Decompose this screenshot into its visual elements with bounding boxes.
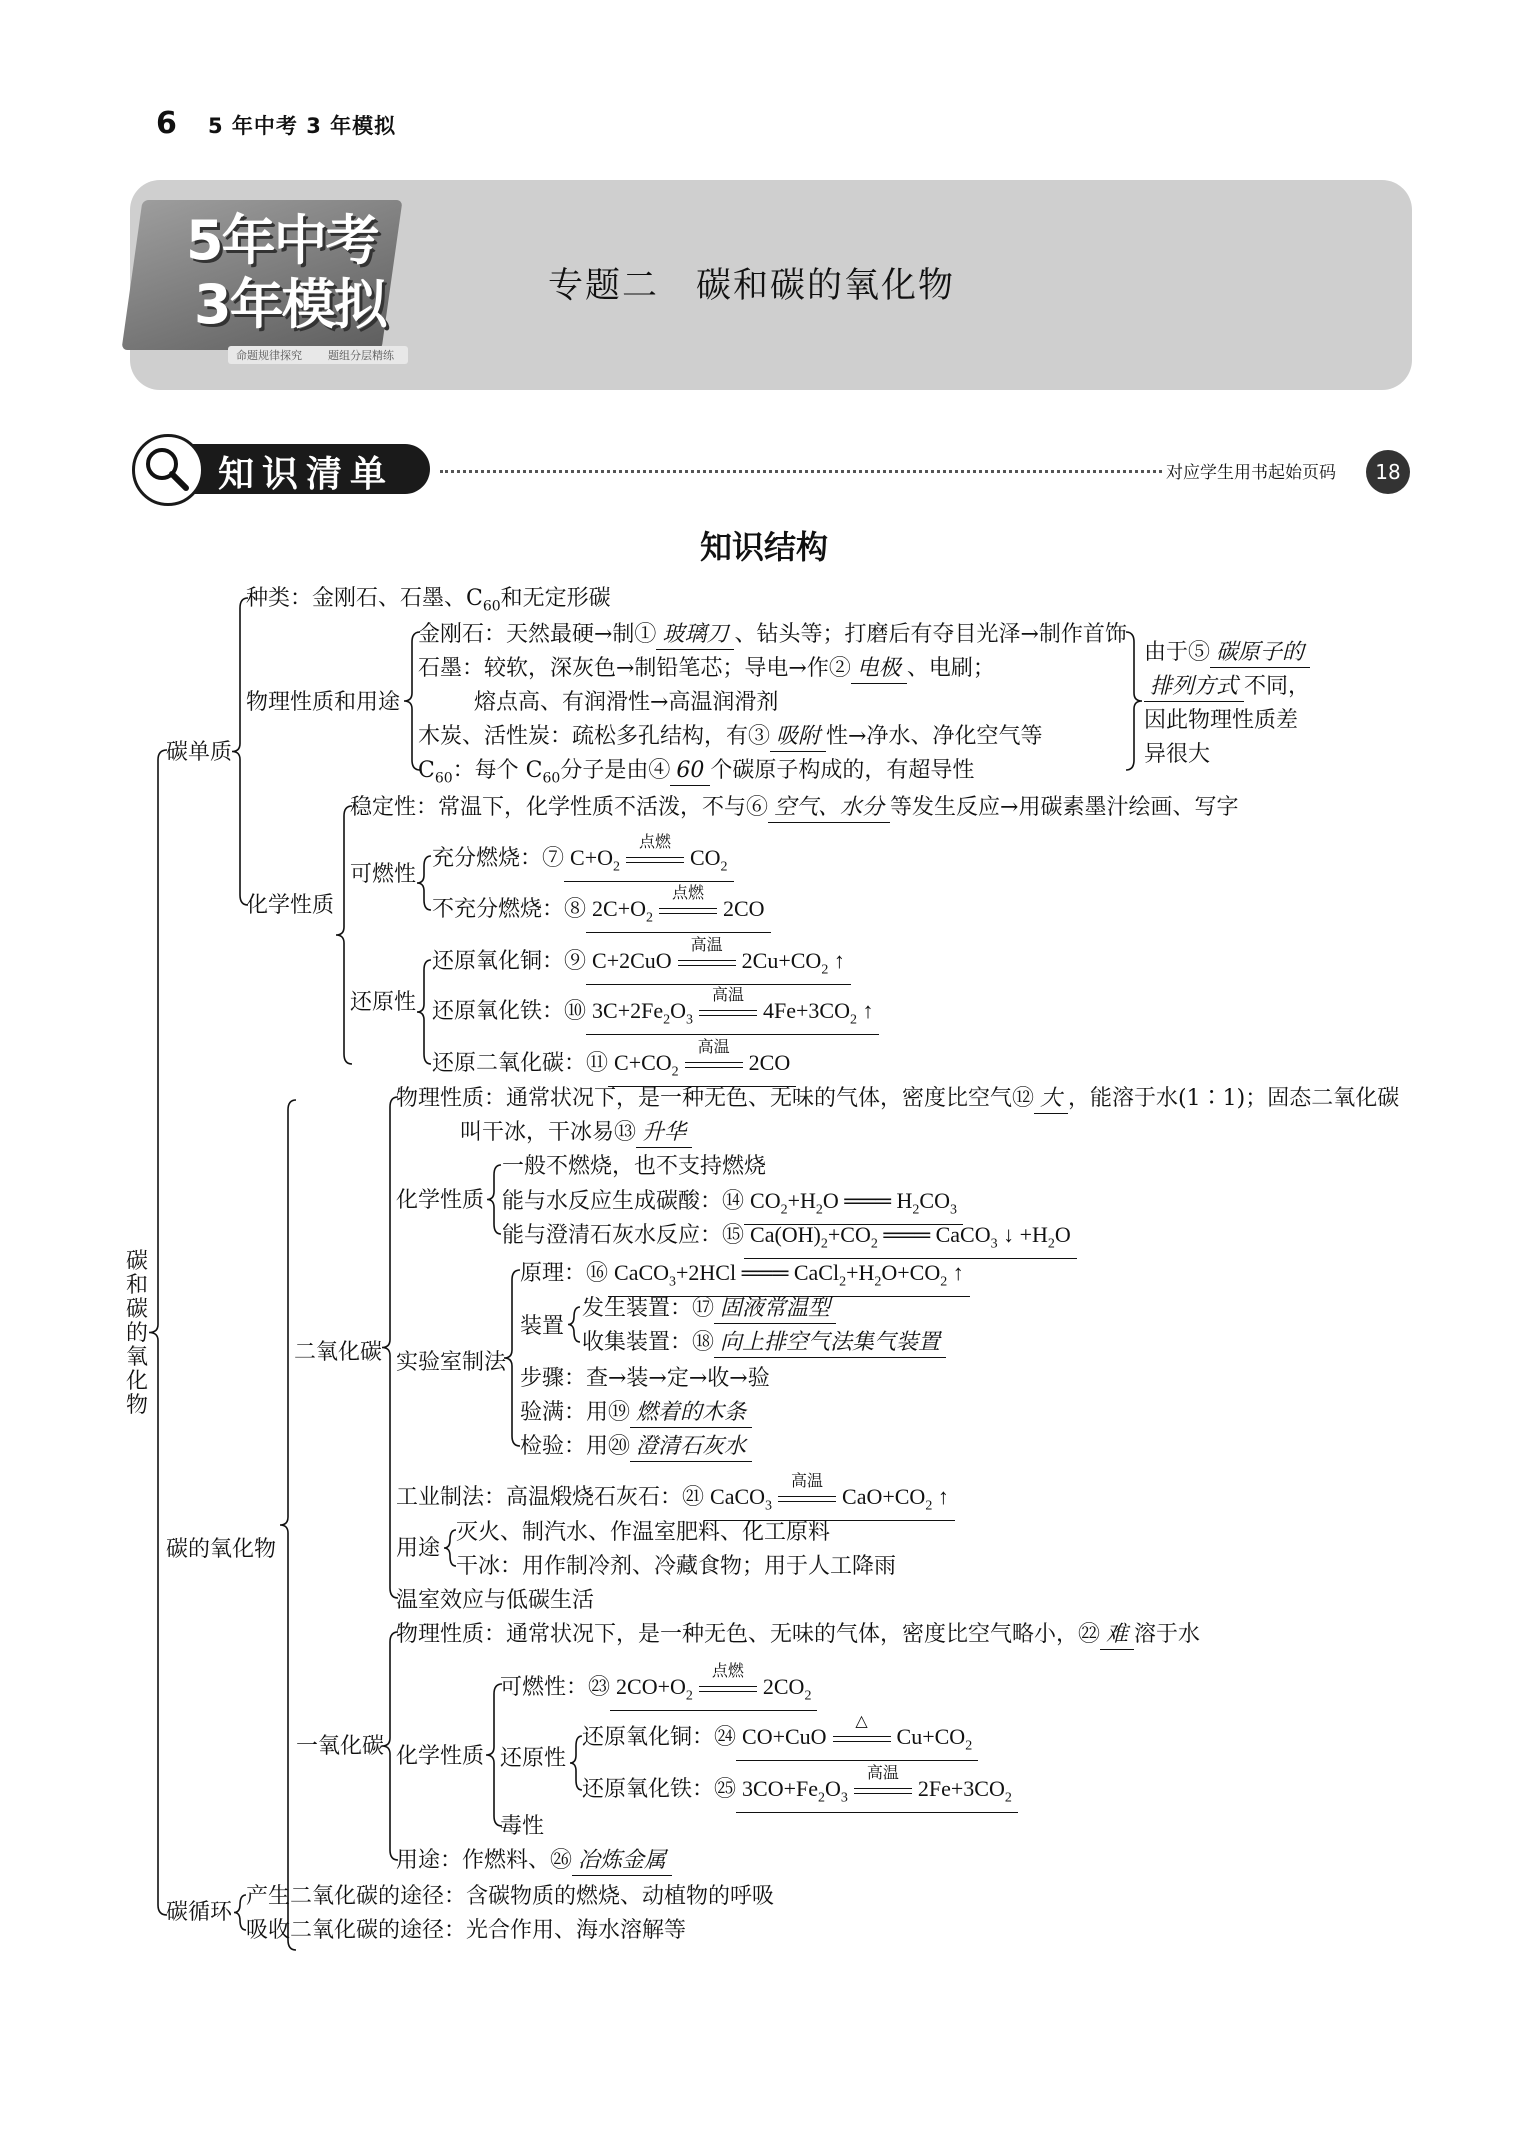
topic-title: 专题二 碳和碳的氧化物 — [548, 266, 956, 306]
node-device: 装置 — [520, 1314, 565, 1339]
answer-5a: 碳原子的 — [1210, 640, 1310, 668]
answer-8: $2C+O_2$ 点燃 2CO — [586, 896, 771, 933]
answer-7: $C+O_2$ 点燃 $CO_2$ — [564, 845, 734, 882]
answer-15: $Ca(OH)_2+CO_2$ ═══ CaCO$_3$ ↓ $+H_2O$ — [744, 1222, 1077, 1259]
row-co-flam — [500, 1662, 817, 1711]
answer-10: $3C+2Fe_2O_3$ 高温 $4Fe+3CO_2$ ↑ — [586, 998, 879, 1035]
row-test — [520, 1434, 752, 1462]
row-co-use — [396, 1848, 672, 1876]
co2-chem2-label: 能与水反应生成碳酸：⑭ — [502, 1189, 745, 1214]
answer-25: $3CO+Fe_2O_3$ 高温 $2Fe+3CO_2$ — [736, 1776, 1018, 1813]
node-co2-chem: 化学性质 — [396, 1188, 485, 1213]
node-lab: 实验室制法 — [396, 1350, 507, 1375]
graphite-b: 、电刷； — [906, 656, 995, 681]
row-partial-burn — [432, 884, 771, 933]
c60-c: 分子是由④ — [560, 758, 671, 783]
row-red-cuo — [432, 936, 851, 985]
note-line1 — [1144, 640, 1310, 668]
stable-a: 稳定性：常温下，化学性质不活泼，不与⑥ — [350, 795, 769, 820]
co-phys-b: 溶于水 — [1134, 1622, 1201, 1647]
root-label — [126, 1250, 150, 1418]
kinds-text: 种类：金刚石、石墨、C — [246, 586, 483, 611]
row-steps: 步骤：查→装→定→收→验 — [520, 1366, 770, 1391]
co2-phys-a: 物理性质：通常状况下，是一种无色、无味的气体，密度比空气⑫ — [396, 1086, 1035, 1111]
col-label: 收集装置：⑱ — [582, 1330, 715, 1355]
answer-3: 吸附 — [770, 724, 826, 752]
row-co-red-cuo — [582, 1712, 978, 1761]
partial-burn-label: 不充分燃烧：⑧ — [432, 897, 587, 922]
row-co2-phys — [396, 1086, 1399, 1114]
c60-sub2: 60 — [542, 770, 561, 787]
answer-19: 燃着的木条 — [630, 1400, 752, 1428]
node-reducing: 还原性 — [350, 990, 417, 1015]
diagram-title: 知识结构 — [700, 528, 829, 566]
answer-22: 难 — [1100, 1622, 1134, 1650]
co-red-cuo-label: 还原氧化铜：㉔ — [582, 1725, 737, 1750]
note-line2 — [1144, 674, 1310, 702]
industry-label: 工业制法：高温煅烧石灰石：㉑ — [396, 1485, 705, 1510]
gen-label: 发生装置：⑰ — [582, 1296, 715, 1321]
answer-26: 冶炼金属 — [572, 1848, 672, 1876]
row-c60 — [418, 758, 974, 791]
answer-17: 固液常温型 — [714, 1296, 836, 1324]
section-ref-page: 18 — [1366, 450, 1410, 494]
red-co2-label: 还原二氧化碳：⑪ — [432, 1051, 609, 1076]
stable-b: 等发生反应→用碳素墨汁绘画、写字 — [890, 795, 1239, 820]
node-use: 用途 — [396, 1536, 441, 1561]
node-carbon-oxides: 碳的氧化物 — [166, 1537, 277, 1562]
kinds-tail: 和无定形碳 — [500, 586, 611, 611]
co-red-fe-label: 还原氧化铁：㉕ — [582, 1777, 737, 1802]
co-use-label: 用途：作燃料、㉖ — [396, 1848, 573, 1873]
diamond-b: 、钻头等；打磨后有夺目光泽→制作首饰 — [734, 622, 1127, 647]
note-line4: 异很大 — [1144, 742, 1211, 767]
row-stable — [350, 795, 1238, 823]
row-co2-chem2 — [502, 1188, 963, 1225]
kinds-sub: 60 — [482, 598, 501, 615]
page-number: 6 — [156, 106, 177, 141]
book-title: 5 年中考 3 年模拟 — [208, 114, 397, 138]
root-label-text: 碳 和 碳 的 氧 化 物 — [126, 1249, 149, 1418]
answer-1: 玻璃刀 — [656, 622, 734, 650]
note-line3: 因此物理性质差 — [1144, 708, 1299, 733]
row-charcoal — [418, 724, 1042, 752]
answer-23: $2CO+O_2$ 点燃 $2CO_2$ — [610, 1674, 817, 1711]
answer-21: CaCO$_3$ 高温 $CaO+CO_2$ ↑ — [704, 1484, 955, 1521]
node-cycle: 碳循环 — [166, 1900, 233, 1925]
row-use2: 干冰：用作制冷剂、冷藏食物；用于人工降雨 — [456, 1554, 897, 1579]
section-ref-text: 对应学生用书起始页码 — [1166, 463, 1336, 483]
node-kinds — [246, 586, 611, 619]
row-use1: 灭火、制汽水、作温室肥料、化工原料 — [456, 1520, 831, 1545]
test-label: 检验：用⑳ — [520, 1434, 631, 1459]
logo-tag1: 命题规律探究 — [236, 349, 302, 362]
c60-d: 个碳原子构成的，有超导性 — [710, 758, 975, 783]
answer-14: $CO_2+H_2O$ ═══ $H_2CO_3$ — [744, 1188, 963, 1225]
row-co2-chem3 — [502, 1222, 1077, 1259]
row-diamond — [418, 622, 1127, 650]
answer-5b: 排列方式 — [1144, 674, 1244, 702]
node-co-chem: 化学性质 — [396, 1744, 485, 1769]
row-red-fe2o3 — [432, 986, 879, 1035]
node-phys-use: 物理性质和用途 — [246, 690, 401, 715]
answer-4: 60 — [670, 758, 710, 786]
answer-20: 澄清石灰水 — [630, 1434, 752, 1462]
row-co-phys — [396, 1622, 1200, 1650]
c60-sub: 60 — [434, 770, 453, 787]
charcoal-b: 性→净水、净化空气等 — [826, 724, 1043, 749]
row-col — [582, 1330, 946, 1358]
row-cycle1: 产生二氧化碳的途径：含碳物质的燃烧、动植物的呼吸 — [246, 1884, 775, 1909]
node-carbon-simple: 碳单质 — [166, 740, 233, 765]
red-fe2o3-label: 还原氧化铁：⑩ — [432, 999, 587, 1024]
co-flam-label: 可燃性：㉓ — [500, 1675, 611, 1700]
full-label: 验满：用⑲ — [520, 1400, 631, 1425]
charcoal-a: 木炭、活性炭：疏松多孔结构，有③ — [418, 724, 771, 749]
answer-11: $C+CO_2$ 高温 2CO — [608, 1050, 796, 1087]
row-red-co2 — [432, 1038, 796, 1087]
row-graphite — [418, 656, 995, 684]
full-burn-label: 充分燃烧：⑦ — [432, 846, 565, 871]
c60-a: C — [418, 758, 435, 783]
logo-line1: 5年中考 — [186, 209, 378, 272]
row-full — [520, 1400, 752, 1428]
row-principle — [520, 1260, 970, 1297]
row-co2-chem1: 一般不燃烧，也不支持燃烧 — [502, 1154, 767, 1179]
row-gen — [582, 1296, 836, 1324]
answer-16: CaCO$_3$+2HCl ═══ $CaCl_2+H_2O+CO_2$ ↑ — [608, 1260, 970, 1297]
node-chem: 化学性质 — [246, 893, 335, 918]
answer-6: 空气、水分 — [768, 795, 890, 823]
row-industry — [396, 1472, 955, 1521]
node-flammable: 可燃性 — [350, 862, 417, 887]
c60-b: ：每个 C — [452, 758, 543, 783]
co2-phys-c: 叫干冰，干冰易⑬ — [460, 1120, 637, 1145]
node-co: 一氧化碳 — [296, 1734, 385, 1759]
note-b: 不同， — [1244, 674, 1311, 699]
row-toxic: 毒性 — [500, 1814, 545, 1839]
answer-13: 升华 — [636, 1120, 692, 1148]
row-greenhouse: 温室效应与低碳生活 — [396, 1588, 595, 1613]
answer-12: 大 — [1034, 1086, 1068, 1114]
diamond-a: 金刚石：天然最硬→制① — [418, 622, 657, 647]
section-label: 知识清单 — [218, 454, 395, 495]
answer-2: 电极 — [851, 656, 907, 684]
co2-phys-b: ，能溶于水(1∶1)；固态二氧化碳 — [1068, 1086, 1400, 1111]
co2-chem3-label: 能与澄清石灰水反应：⑮ — [502, 1223, 745, 1248]
answer-24: CO+CuO △ $Cu+CO_2$ — [736, 1724, 978, 1761]
row-graphite-c: 熔点高、有润滑性→高温润滑剂 — [474, 690, 779, 715]
node-co-red: 还原性 — [500, 1746, 567, 1771]
co-phys-a: 物理性质：通常状况下，是一种无色、无味的气体，密度比空气略小，㉒ — [396, 1622, 1101, 1647]
row-co2-phys-c — [460, 1120, 692, 1148]
graphite-a: 石墨：较软，深灰色→制铅笔芯；导电→作② — [418, 656, 851, 681]
row-cycle2: 吸收二氧化碳的途径：光合作用、海水溶解等 — [246, 1918, 687, 1943]
answer-18: 向上排空气法集气装置 — [714, 1330, 946, 1358]
red-cuo-label: 还原氧化铜：⑨ — [432, 949, 587, 974]
row-co-red-fe — [582, 1764, 1018, 1813]
principle-label: 原理：⑯ — [520, 1261, 609, 1286]
note-a: 由于⑤ — [1144, 640, 1211, 665]
logo-line2: 3年模拟 — [194, 273, 386, 336]
answer-9: C+2CuO 高温 $2Cu+CO_2$ ↑ — [586, 948, 851, 985]
node-co2: 二氧化碳 — [294, 1340, 383, 1365]
row-full-burn — [432, 833, 734, 882]
logo-tag2: 题组分层精练 — [328, 349, 394, 362]
